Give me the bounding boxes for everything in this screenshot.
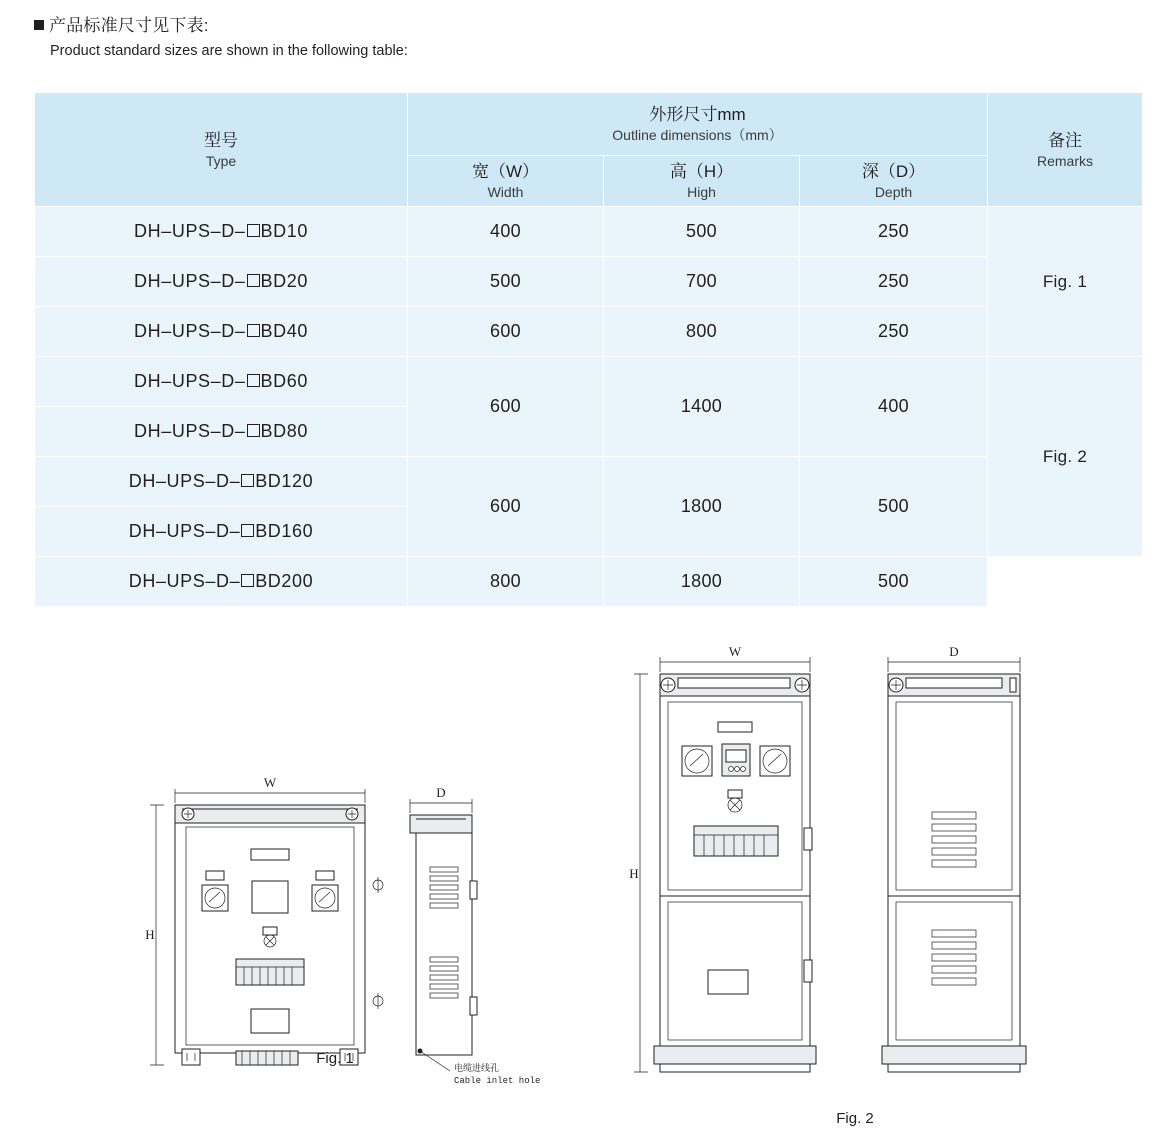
cell-high: 800 — [604, 307, 800, 357]
figures-area — [0, 620, 1176, 1140]
cell-depth: 500 — [800, 457, 988, 557]
cell-type — [35, 307, 408, 357]
svg-text:Cable inlet hole: Cable inlet hole — [454, 1076, 541, 1086]
cell-width: 600 — [408, 457, 604, 557]
header-high-cn: 高（H） — [669, 162, 734, 181]
cell-high: 1800 — [604, 557, 800, 607]
header-width-cn: 宽（W） — [471, 162, 540, 181]
type-prefix: DH–UPS–D– — [128, 471, 241, 491]
type-suffix: BD40 — [260, 321, 308, 341]
heading-chinese — [34, 14, 1134, 38]
cell-type — [35, 457, 408, 507]
cell-type — [35, 357, 408, 407]
cell-high: 1400 — [604, 357, 800, 457]
header-remarks — [988, 93, 1143, 207]
header-type-cn: 型号 — [204, 130, 238, 150]
square-placeholder-icon — [247, 224, 260, 237]
svg-text:D: D — [949, 644, 959, 659]
square-placeholder-icon — [247, 424, 260, 437]
square-placeholder-icon — [241, 574, 254, 587]
table-row — [35, 557, 1143, 607]
type-prefix: DH–UPS–D– — [134, 221, 246, 241]
cell-type — [35, 257, 408, 307]
type-suffix: BD120 — [255, 471, 314, 491]
cell-type — [35, 557, 408, 607]
table-row — [35, 257, 1143, 307]
cell-width: 600 — [408, 357, 604, 457]
header-outline — [408, 93, 988, 156]
header-outline-en: Outline dimensions（mm） — [612, 127, 783, 143]
cell-width: 400 — [408, 207, 604, 257]
table-row — [35, 307, 1143, 357]
header-outline-cn: 外形尺寸mm — [649, 105, 746, 124]
type-suffix: BD80 — [260, 421, 308, 441]
header-remarks-en: Remarks — [1036, 152, 1093, 169]
svg-text:电缆进线孔: 电缆进线孔 — [454, 1064, 500, 1074]
type-prefix: DH–UPS–D– — [134, 421, 246, 441]
type-prefix: DH–UPS–D– — [134, 371, 246, 391]
svg-text:W: W — [263, 775, 277, 790]
cell-width: 800 — [408, 557, 604, 607]
type-suffix: BD20 — [260, 271, 308, 291]
type-suffix: BD10 — [260, 221, 308, 241]
table-row — [35, 207, 1143, 257]
table-header-row-1 — [35, 93, 1143, 156]
heading-english: Product standard sizes are shown in the following table: — [50, 43, 408, 59]
square-placeholder-icon — [247, 324, 260, 337]
cell-type — [35, 507, 408, 557]
figure-1-caption: Fig. 1 — [316, 1050, 354, 1067]
cell-depth: 250 — [800, 307, 988, 357]
square-placeholder-icon — [247, 374, 260, 387]
cell-depth: 250 — [800, 207, 988, 257]
header-high — [604, 156, 800, 207]
type-suffix: BD60 — [260, 371, 308, 391]
square-placeholder-icon — [241, 524, 254, 537]
type-prefix: DH–UPS–D– — [134, 321, 246, 341]
dimensions-table-wrap — [34, 92, 1142, 607]
cell-type — [35, 207, 408, 257]
cell-depth: 250 — [800, 257, 988, 307]
header-high-en: High — [687, 184, 716, 200]
table-row — [35, 357, 1143, 407]
type-prefix: DH–UPS–D– — [128, 571, 241, 591]
dimensions-table — [34, 92, 1143, 607]
header-width — [408, 156, 604, 207]
heading-chinese-text: 产品标准尺寸见下表: — [49, 16, 209, 35]
header-depth-cn: 深（D） — [861, 162, 926, 181]
cell-remark: Fig. 2 — [988, 357, 1143, 557]
cell-depth: 400 — [800, 357, 988, 457]
cell-high: 1800 — [604, 457, 800, 557]
header-depth — [800, 156, 988, 207]
svg-text:H: H — [629, 866, 639, 881]
type-suffix: BD160 — [255, 521, 314, 541]
cell-high: 500 — [604, 207, 800, 257]
header-depth-en: Depth — [874, 184, 913, 200]
header-remarks-cn: 备注 — [1048, 130, 1082, 150]
header-type-en: Type — [205, 152, 237, 169]
square-placeholder-icon — [241, 474, 254, 487]
svg-text:W: W — [728, 644, 742, 659]
header-type — [35, 93, 408, 207]
figure-2-caption: Fig. 2 — [836, 1110, 874, 1127]
cell-remark: Fig. 1 — [988, 207, 1143, 357]
svg-text:H: H — [145, 927, 155, 942]
section-heading — [34, 14, 1134, 62]
svg-text:D: D — [436, 785, 446, 800]
cell-width: 500 — [408, 257, 604, 307]
type-suffix: BD200 — [255, 571, 314, 591]
square-placeholder-icon — [247, 274, 260, 287]
figure-1 — [120, 705, 550, 1105]
type-prefix: DH–UPS–D– — [128, 521, 241, 541]
figure-2 — [620, 640, 1090, 1130]
cell-high: 700 — [604, 257, 800, 307]
bullet-icon — [34, 20, 44, 30]
header-width-en: Width — [487, 184, 524, 200]
type-prefix: DH–UPS–D– — [134, 271, 246, 291]
cell-type — [35, 407, 408, 457]
cell-depth: 500 — [800, 557, 988, 607]
table-row — [35, 457, 1143, 507]
cell-width: 600 — [408, 307, 604, 357]
